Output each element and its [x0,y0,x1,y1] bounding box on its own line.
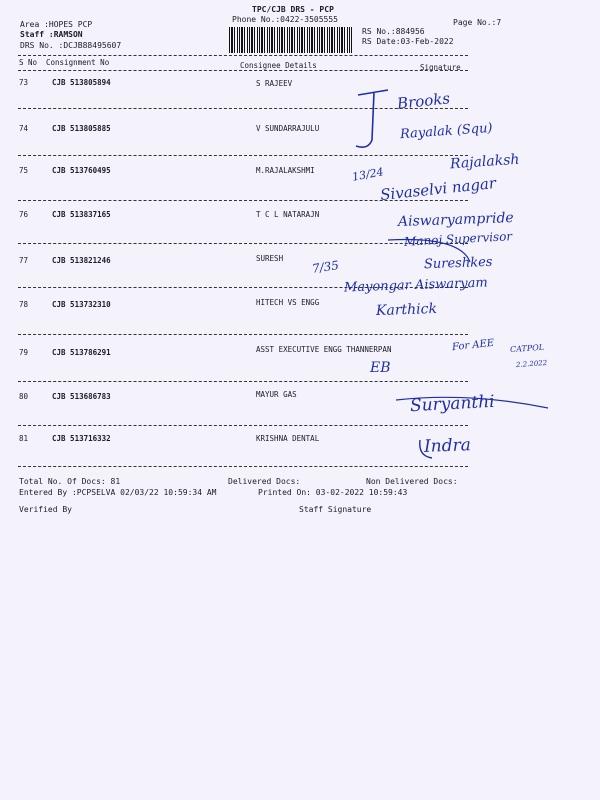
row-consignment: CJB 513805894 [52,78,111,87]
handwriting-text: Suryanthi [409,391,496,417]
handwriting-text: 13/24 [351,165,385,184]
total-docs: Total No. Of Docs: 81 [19,477,121,486]
staff-signature-label: Staff Signature [299,505,372,514]
row-consignee: S RAJEEV [256,79,293,88]
row-sno: 76 [19,210,29,219]
handwriting-text: CATPOL [509,342,545,355]
non-delivered-docs: Non Delivered Docs: [366,477,458,486]
row-consignee: V SUNDARRAJULU [256,124,320,133]
delivered-docs: Delivered Docs: [228,477,301,486]
row-sno: 80 [19,392,29,401]
handwriting-text: Manoj Supervisor [403,229,513,249]
row-consignee: KRISHNA DENTAL [256,434,320,443]
row-consignment: CJB 513760495 [52,166,111,175]
handwriting-text: Rayalak (Squ) [399,120,494,143]
handwriting-text: Mayongar Aiswaryam [343,275,488,296]
row-sno: 78 [19,300,29,309]
row-consignee: ASST EXECUTIVE ENGG THANNERPAN [256,345,392,354]
row-consignee: HITECH VS ENGG [256,298,320,307]
row-consignee: SURESH [256,254,284,263]
handwriting-text: Karthick [375,300,438,320]
row-consignment: CJB 513716332 [52,434,111,443]
staff-label: Staff :RAMSON [20,30,83,39]
row-sno: 81 [19,434,29,443]
row-sno: 73 [19,78,29,87]
handwriting-text: 2.2.2022 [515,358,548,370]
row-sno: 79 [19,348,29,357]
rs-date: RS Date:03-Feb-2022 [362,37,454,46]
handwriting-text: Indra [423,435,472,457]
handwriting-text: Brooks [396,89,451,113]
row-consignment: CJB 513837165 [52,210,111,219]
phone-number: Phone No.:0422-3505555 [232,15,338,24]
handwriting-text: Sivaselvi nagar [379,173,497,205]
col-consignee: Consignee Details [240,61,317,70]
rs-number: RS No.:884956 [362,27,425,36]
col-consignment: Consignment No [46,58,110,67]
drs-number: DRS No. :DCJB88495607 [20,41,122,50]
row-consignment: CJB 513786291 [52,348,111,357]
row-consignment: CJB 513732310 [52,300,111,309]
row-sno: 77 [19,256,29,265]
area-label: Area :HOPES PCP [20,20,93,29]
entered-by: Entered By :PCPSELVA 02/03/22 10:59:34 AM [19,488,217,497]
handwriting-text: Sureshkes [423,254,493,273]
row-consignee: M.RAJALAKSHMI [256,166,315,175]
row-consignee: MAYUR GAS [256,390,297,399]
row-consignment: CJB 513821246 [52,256,111,265]
handwriting-text: Rajalaksh [449,151,520,173]
verified-by: Verified By [19,505,72,514]
row-consignment: CJB 513686783 [52,392,111,401]
row-consignee: T C L NATARAJN [256,210,320,219]
printed-on: Printed On: 03-02-2022 10:59:43 [258,488,408,497]
row-sno: 75 [19,166,29,175]
col-signature: Signature [420,63,461,72]
page-number: Page No.:7 [453,18,502,27]
col-sno: S No [19,58,38,67]
handwriting-text: 7/35 [311,258,340,276]
row-sno: 74 [19,124,29,133]
document-title: TPC/CJB DRS - PCP [252,5,334,14]
handwriting-text: EB [370,360,391,376]
handwriting-text: For AEE [451,337,495,354]
row-consignment: CJB 513805885 [52,124,111,133]
handwriting-text: Aiswaryampride [397,209,514,231]
